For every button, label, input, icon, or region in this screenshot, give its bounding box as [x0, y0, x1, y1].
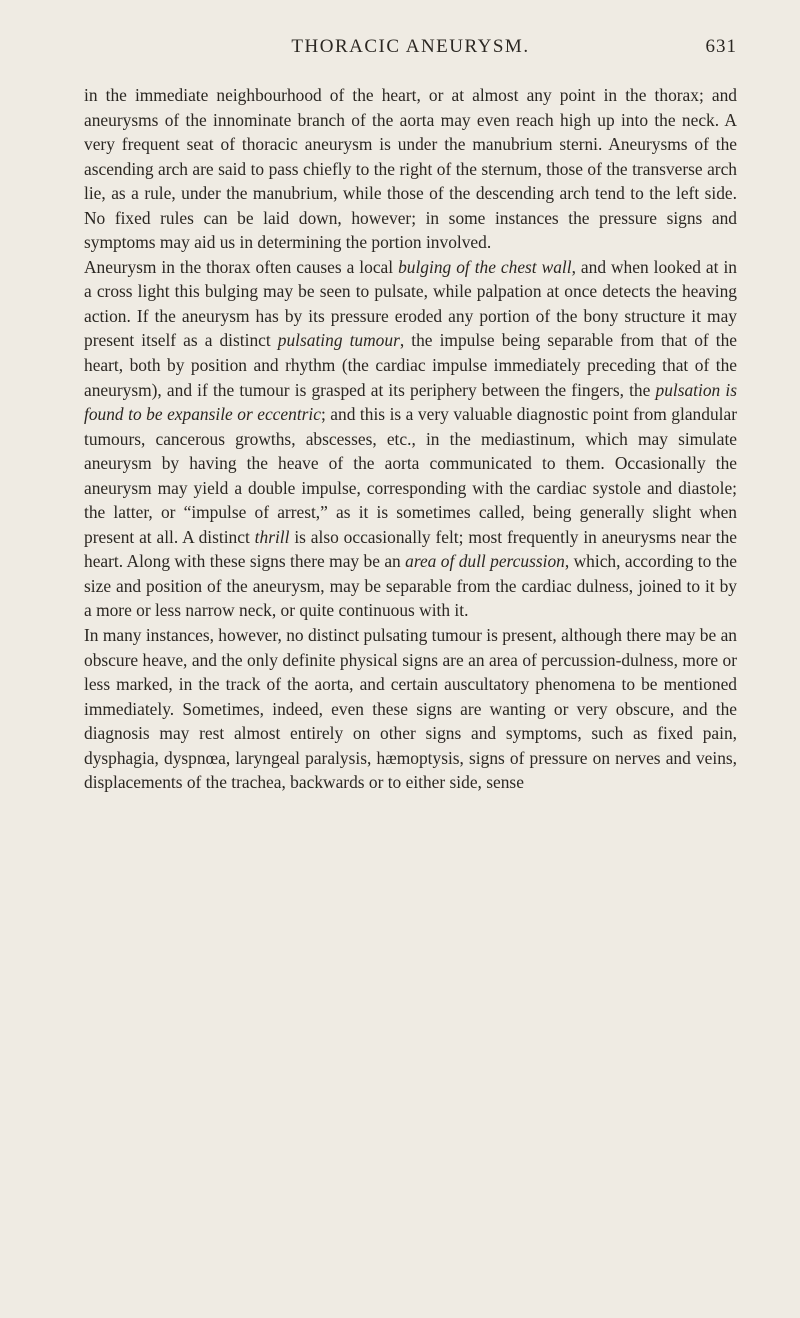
- text-run: , which, according to the size and position of the aneurysm, may be separable from the cardiac dulness, joined to it by a more or less narrow neck, or quite continuous with it.: [84, 551, 737, 621]
- running-title: THORACIC ANEURYSM.: [291, 36, 530, 57]
- text-run: In many instances, however, no distinct pulsating tumour is present, although there may be an obscure heave, and the only definite physical signs are an area of percussion-dulness, more or less marked, in the track of the aorta, and certain auscultatory phenomena to be mentioned immediately. Sometimes, indeed, even these signs are wanting or very obscure, and the diagnosis may rest almost entirely on other signs and symptoms, such as fixed pain, dysphagia, dyspnœa, laryngeal paralysis, hæmoptysis, signs of pressure on nerves and veins, displacements of the trachea, backwards or to either side, sense: [84, 625, 737, 793]
- paragraph-3: [84, 623, 737, 795]
- text-run: Aneurysm in the thorax often causes a local: [84, 256, 399, 277]
- page-number: 631: [705, 36, 737, 57]
- text-run: , and when looked at in a cross light this bulging may be seen to pulsate, while palpation at once detects the heaving action. If the aneurysm has by its pressure eroded any portion of the bony structure it may present itself as a distinct: [84, 256, 737, 351]
- text-run: ; and this is a very valuable diagnostic point from glandular tumours, cancerous growths, abscesses, etc., in the mediastinum, which may simulate aneurysm by having the heave of the aorta communicated to them. Occasionally the aneurysm may yield a double impulse, corresponding with the cardiac systole and diastole; the latter, or “impulse of arrest,” as it is sometimes called, being generally slight when present at all. A distinct: [84, 404, 737, 547]
- italic-run: area of dull percussion: [405, 551, 565, 572]
- italic-run: bulging of the chest wall: [398, 256, 572, 277]
- paragraph-1: [84, 83, 737, 255]
- text-run: in the immediate neighbourhood of the heart, or at almost any point in the thorax; and aneurysms of the innominate branch of the aorta may even reach high up into the neck. A very frequent seat of thoracic aneurysm is under the manubrium sterni. Aneurysms of the ascending arch are said to pass chiefly to the right of the sternum, those of the transverse arch lie, as a rule, under the manubrium, while those of the descending arch tend to the left side. No fixed rules can be laid down, however; in some instances the pressure signs and symptoms may aid us in determining the portion involved.: [84, 85, 737, 253]
- text-run: is also occasionally felt; most frequently in aneurysms near the heart. Along with these signs there may be an: [84, 526, 737, 572]
- text-run: , the impulse being separable from that of the heart, both by position and rhythm (the cardiac impulse immediately preceding that of the aneurysm), and if the tumour is grasped at its periphery between the fingers, the: [84, 330, 737, 400]
- paragraph-2: [84, 255, 737, 623]
- body-text: [84, 83, 737, 795]
- italic-run: pulsation is found to be expansile or eccentric: [84, 379, 737, 425]
- italic-run: thrill: [254, 526, 290, 547]
- running-head: [84, 36, 737, 62]
- italic-run: pulsating tumour: [277, 330, 400, 351]
